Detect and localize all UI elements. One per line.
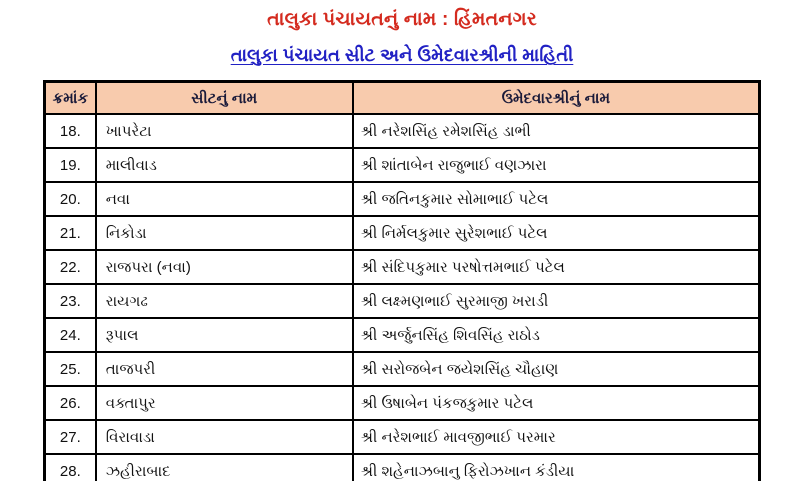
page-subtitle [0,31,804,66]
seat-cell: ખાપરેટા [96,114,353,148]
table-row [45,114,760,148]
table-row [45,182,760,216]
seat-cell: રૂપાલ [96,318,353,352]
serial-cell: 20. [45,182,96,216]
table-row [45,318,760,352]
candidate-cell: શ્રી અર્જુનસિંહ શિવસિંહ રાઠોડ [353,318,760,352]
table-row [45,250,760,284]
serial-cell: 25. [45,352,96,386]
serial-cell: 19. [45,148,96,182]
candidate-cell: શ્રી શહેનાઝબાનુ ફિરોઝખાન કંડીયા [353,454,760,481]
serial-cell: 24. [45,318,96,352]
table-row [45,284,760,318]
serial-cell: 21. [45,216,96,250]
candidate-cell: શ્રી જતિનકુમાર સોમાભાઈ પટેલ [353,182,760,216]
candidate-cell: શ્રી ઉષાબેન પંકજકુમાર પટેલ [353,386,760,420]
table-body [45,114,760,481]
serial-cell: 26. [45,386,96,420]
seat-cell: રાજપરા (નવા) [96,250,353,284]
seat-cell: ઝહીરાબાદ [96,454,353,481]
seat-cell: માલીવાડ [96,148,353,182]
serial-cell: 28. [45,454,96,481]
candidate-table [43,80,761,481]
candidate-table-container [43,80,761,481]
serial-cell: 27. [45,420,96,454]
candidate-cell: શ્રી શાંતાબેન રાજુભાઈ વણઝારા [353,148,760,182]
page-subtitle-text: તાલુકા પંચાયત સીટ અને ઉમેદવારશ્રીની માહિતી [230,45,574,65]
table-row [45,454,760,481]
column-header-candidate: ઉમેદવારશ્રીનું નામ [353,82,760,115]
seat-cell: નિકોડા [96,216,353,250]
serial-cell: 18. [45,114,96,148]
serial-cell: 22. [45,250,96,284]
table-row [45,216,760,250]
column-header-seat: સીટનું નામ [96,82,353,115]
table-row [45,352,760,386]
page-title: તાલુકા પંચાયતનું નામ : હિંમતનગર [267,9,537,30]
candidate-cell: શ્રી સંદિપકુમાર પરષોત્તમભાઈ પટેલ [353,250,760,284]
seat-cell: નવા [96,182,353,216]
candidate-cell: શ્રી સરોજબેન જયેશસિંહ ચૌહાણ [353,352,760,386]
column-header-serial: ક્રમાંક [45,82,96,115]
table-row [45,386,760,420]
table-row [45,148,760,182]
seat-cell: વક્તાપુર [96,386,353,420]
candidate-cell: શ્રી નરેશભાઈ માવજીભાઈ પરમાર [353,420,760,454]
candidate-cell: શ્રી નિર્મલકુમાર સુરેશભાઈ પટેલ [353,216,760,250]
table-row [45,420,760,454]
seat-cell: રાયગઢ [96,284,353,318]
candidate-cell: શ્રી નરેશસિંહ રમેશસિંહ ડાભી [353,114,760,148]
table-header-row [45,82,760,115]
candidate-cell: શ્રી લક્ષ્મણભાઈ સુરમાજી ખરાડી [353,284,760,318]
seat-cell: વિરાવાડા [96,420,353,454]
seat-cell: તાજપરી [96,352,353,386]
serial-cell: 23. [45,284,96,318]
